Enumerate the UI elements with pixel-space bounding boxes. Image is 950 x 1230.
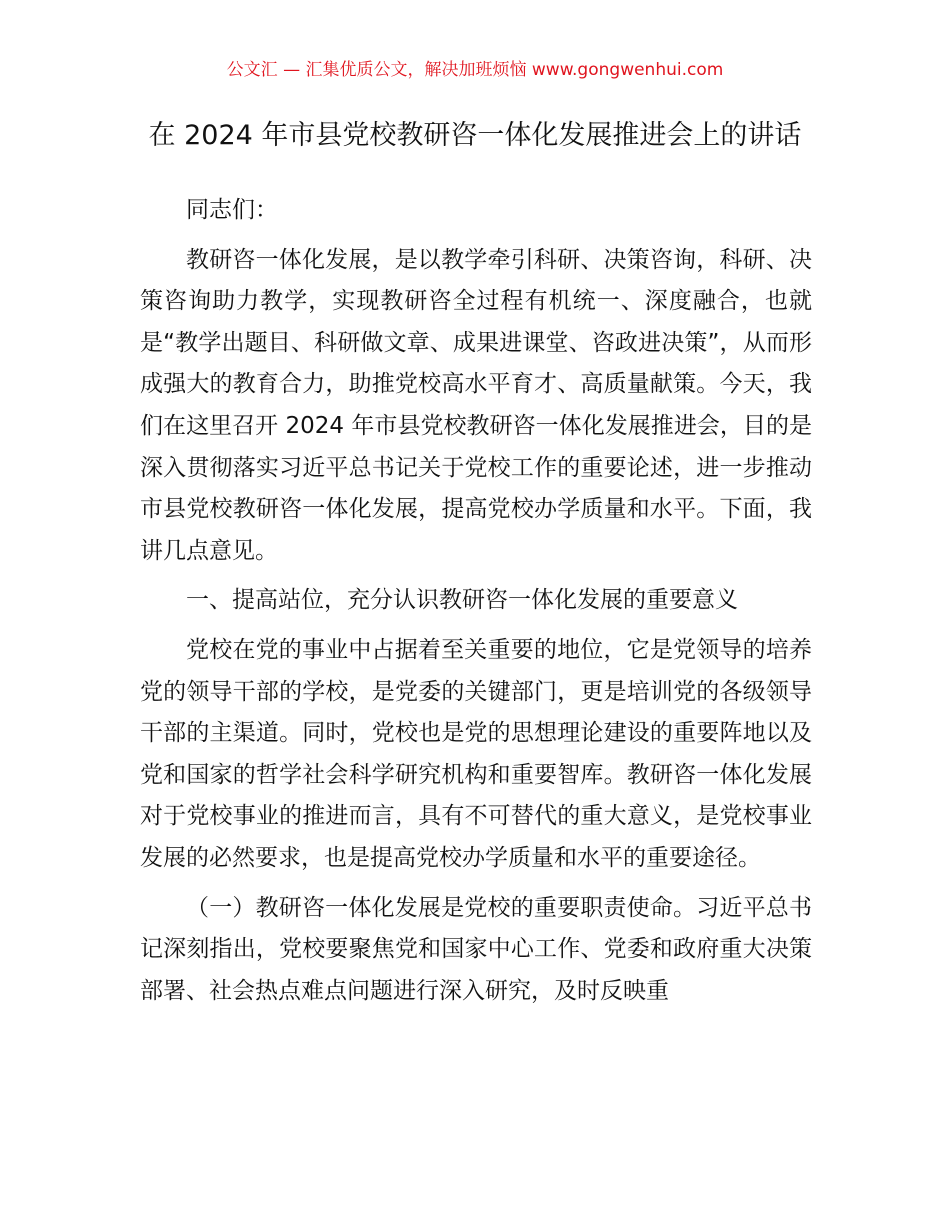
paragraph-intro: 教研咨一体化发展，是以教学牵引科研、决策咨询，科研、决策咨询助力教学，实现教研咨全过程有机统一、深度融合，也就是“教学出题目、科研做文章、成果进课堂、咨政进决策”，从而形成强大的教育合力，助推党校高水平育才、高质量献策。今天，我们在这里召开 2024 年市县党校教研咨一体化发展推进会，目的是深入贯彻落实习近平总书记关于党校工作的重要论述，进一步推动市县党校教研咨一体化发展，提高党校办学质量和水平。下面，我讲几点意见。 bbox=[140, 246, 812, 564]
salutation: 同志们： bbox=[186, 197, 278, 223]
subsection-1: （一）教研咨一体化发展是党校的重要职责使命。习近平总书记深刻指出，党校要聚焦党和国家中心工作、党委和政府重大决策部署、社会热点难点问题进行深入研究，及时反映重 bbox=[140, 894, 812, 1004]
watermark-header[interactable]: 公文汇 — 汇集优质公文，解决加班烦恼 www.gongwenhui.com bbox=[226, 60, 724, 80]
document-body bbox=[140, 190, 812, 1020]
paragraph-significance: 党校在党的事业中占据着至关重要的地位，它是党领导的培养党的领导干部的学校，是党委的关键部门，更是培训党的各级领导干部的主渠道。同时，党校也是党的思想理论建设的重要阵地以及党和国家的哲学社会科学研究机构和重要智库。教研咨一体化发展对于党校事业的推进而言，具有不可替代的重大意义，是党校事业发展的必然要求，也是提高党校办学质量和水平的重要途径。 bbox=[140, 636, 812, 871]
document-title: 在 2024 年市县党校教研咨一体化发展推进会上的讲话 bbox=[148, 120, 802, 151]
section-heading-1: 一、提高站位，充分认识教研咨一体化发展的重要意义 bbox=[186, 587, 738, 614]
